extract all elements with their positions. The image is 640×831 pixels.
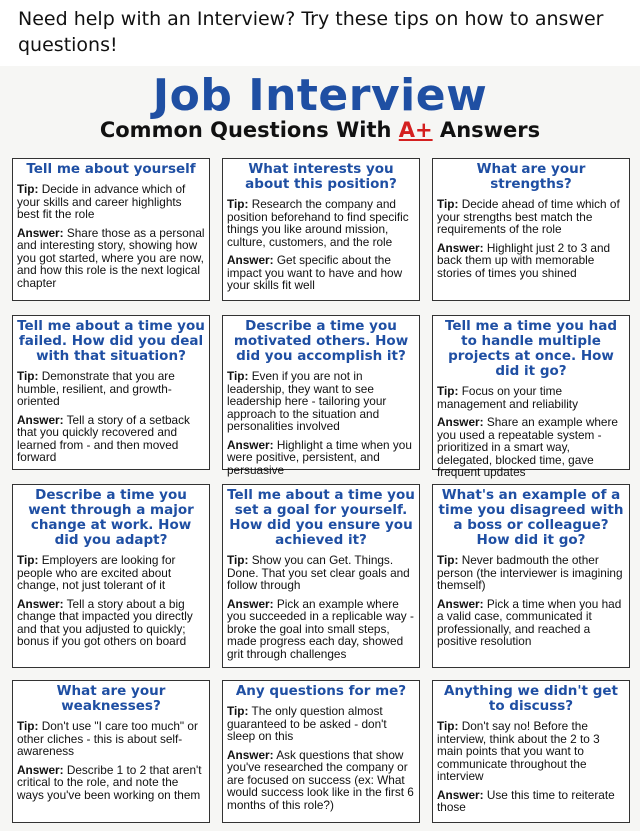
question-heading: Tell me about a time you failed. How did you deal with that situation?: [17, 318, 205, 364]
answer-text: [17, 598, 205, 648]
question-card: [222, 680, 420, 823]
answer-text: [437, 598, 625, 648]
question-heading: Anything we didn't get to discuss?: [444, 683, 618, 714]
question-heading: Describe a time you went through a major change at work. How did you adapt?: [28, 487, 194, 548]
answer-label: Answer:: [437, 415, 484, 429]
tip-label: Tip:: [437, 384, 459, 398]
tip-text: [437, 554, 625, 592]
answer-body: Tell a story of a setback that you quickly recovered and learned from - and then moved forward: [17, 412, 190, 464]
answer-body: Share an example where you used a repeatable system - prioritized in a smart way, delegated, blocked time, gave frequent updates: [437, 415, 618, 479]
answer-text: [227, 598, 415, 661]
tip-body: Demonstrate that you are humble, resilient, and growth-oriented: [17, 369, 175, 408]
question-card: [222, 315, 420, 477]
tip-label: Tip:: [437, 553, 459, 567]
answer-label: Answer:: [17, 412, 64, 427]
answer-body: Highlight just 2 to 3 and back them up with memorable stories of times you shined: [437, 240, 611, 280]
tip-label: Tip:: [17, 369, 39, 383]
tip-text: [437, 720, 625, 783]
answer-text: [17, 414, 205, 464]
subtitle-grade: A+: [398, 118, 433, 142]
answer-text: [227, 749, 415, 812]
tip-body: Even if you are not in leadership, they want to see leadership here - tailoring your approach to the situation and personalities involved: [227, 369, 387, 433]
tip-body: Don't use "I care too much" or other cliches - this is about self-awareness: [17, 719, 198, 758]
answer-body: Describe 1 to 2 that aren't critical to the role, and note the ways you've been working on them: [17, 762, 202, 802]
question-heading: Tell me about a time you set a goal for yourself. How did you ensure you achieved it?: [227, 487, 415, 548]
answer-label: Answer:: [17, 596, 64, 611]
question-card: [12, 484, 210, 668]
tip-body: Decide in advance which of your skills and career highlights best fit the role: [17, 182, 186, 221]
answer-body: Use this time to reiterate those: [437, 787, 615, 814]
question-card: [222, 484, 420, 668]
question-heading: Any questions for me?: [235, 683, 407, 699]
tip-text: [437, 198, 625, 236]
tip-label: Tip:: [17, 182, 39, 196]
tip-text: [437, 385, 625, 410]
answer-body: Tell a story about a big change that impacted you directly and that you adjusted to quickly; bonus if you got others on board: [17, 596, 193, 648]
answer-body: Ask questions that show you've researched the company or are focused on success (ex: What would success look like in the first 6 months of this role?): [227, 747, 414, 812]
tip-text: [227, 705, 415, 743]
tip-text: [17, 554, 205, 592]
answer-text: [437, 789, 625, 814]
tip-body: Show you can Get. Things. Done. That you set clear goals and follow through: [227, 553, 410, 592]
poster-title: Job Interview: [152, 70, 488, 121]
tip-body: Never badmouth the other person (the interviewer is imagining themself): [437, 553, 623, 592]
tip-body: The only question almost guaranteed to be asked - don't sleep on this: [227, 704, 387, 743]
tip-text: [227, 370, 415, 433]
subtitle-text-end: Answers: [432, 118, 541, 142]
answer-label: Answer:: [227, 747, 274, 762]
answer-label: Answer:: [437, 596, 484, 611]
answer-label: Answer:: [227, 437, 274, 452]
question-card: [12, 315, 210, 470]
post-caption: Need help with an Interview? Try these tips on how to answer questions!: [18, 8, 604, 56]
question-heading: What's an example of a time you disagreed with a boss or colleague? How did it go?: [438, 487, 624, 548]
tip-label: Tip:: [17, 553, 39, 567]
question-heading: Tell me about yourself: [26, 161, 196, 177]
subtitle-text-start: Common Questions With: [99, 118, 399, 142]
question-card: [12, 158, 210, 301]
tip-label: Tip:: [437, 719, 459, 733]
answer-text: [17, 227, 205, 290]
tip-text: [227, 554, 415, 592]
question-card: [432, 680, 630, 823]
tip-body: Employers are looking for people who are excited about change, not just tolerant of it: [17, 553, 176, 592]
answer-label: Answer:: [437, 787, 484, 802]
answer-label: Answer:: [437, 240, 484, 255]
tip-body: Decide ahead of time which of your strengths best match the requirements of the role: [437, 197, 620, 236]
question-heading: What interests you about this position?: [245, 161, 397, 192]
tip-body: Research the company and position beforehand to find specific things you like around mission, culture, customers, and the role: [227, 197, 409, 249]
tip-body: Don't say no! Before the interview, think about the 2 to 3 main points that you want to communicate throughout the interview: [437, 719, 600, 783]
answer-label: Answer:: [227, 596, 274, 611]
question-card: [432, 315, 630, 479]
answer-text: [17, 764, 205, 802]
answer-body: Pick a time when you had a valid case, communicated it professionally, and reached a positive resolution: [437, 596, 622, 648]
tip-text: [17, 370, 205, 408]
tip-label: Tip:: [227, 197, 249, 211]
answer-body: Pick an example where you succeeded in a replicable way - broke the goal into small steps, made progress each day, showed grit through challenges: [227, 596, 414, 661]
tip-label: Tip:: [437, 197, 459, 211]
answer-body: Highlight a time when you were positive, persistent, and persuasive: [227, 437, 412, 477]
answer-body: Share those as a personal and interesting story, showing how you got started, where you are now, and how this role is the next logical chapter: [17, 225, 205, 290]
poster-subtitle: [0, 118, 640, 142]
question-heading: What are your strengths?: [476, 161, 586, 192]
question-heading: Tell me a time you had to handle multiple projects at once. How did it go?: [444, 318, 618, 379]
answer-text: [437, 416, 625, 479]
answer-text: [227, 254, 415, 292]
answer-text: [227, 439, 415, 477]
question-heading: What are your weaknesses?: [56, 683, 166, 714]
tip-label: Tip:: [227, 553, 249, 567]
tip-text: [227, 198, 415, 248]
answer-label: Answer:: [17, 762, 64, 777]
answer-text: [437, 242, 625, 280]
question-heading: Describe a time you motivated others. How did you accomplish it?: [233, 318, 409, 364]
tip-label: Tip:: [17, 719, 39, 733]
question-card: [432, 484, 630, 668]
answer-label: Answer:: [227, 253, 274, 267]
tip-text: [17, 183, 205, 221]
question-card: [12, 680, 210, 823]
question-grid: [12, 158, 624, 823]
tip-label: Tip:: [227, 704, 249, 718]
answer-label: Answer:: [17, 225, 64, 240]
answer-body: Get specific about the impact you want to have and how your skills fit well: [227, 253, 403, 292]
tip-label: Tip:: [227, 369, 249, 383]
question-card: [222, 158, 420, 301]
tip-body: Focus on your time management and reliability: [437, 384, 578, 411]
question-card: [432, 158, 630, 301]
tip-text: [17, 720, 205, 758]
